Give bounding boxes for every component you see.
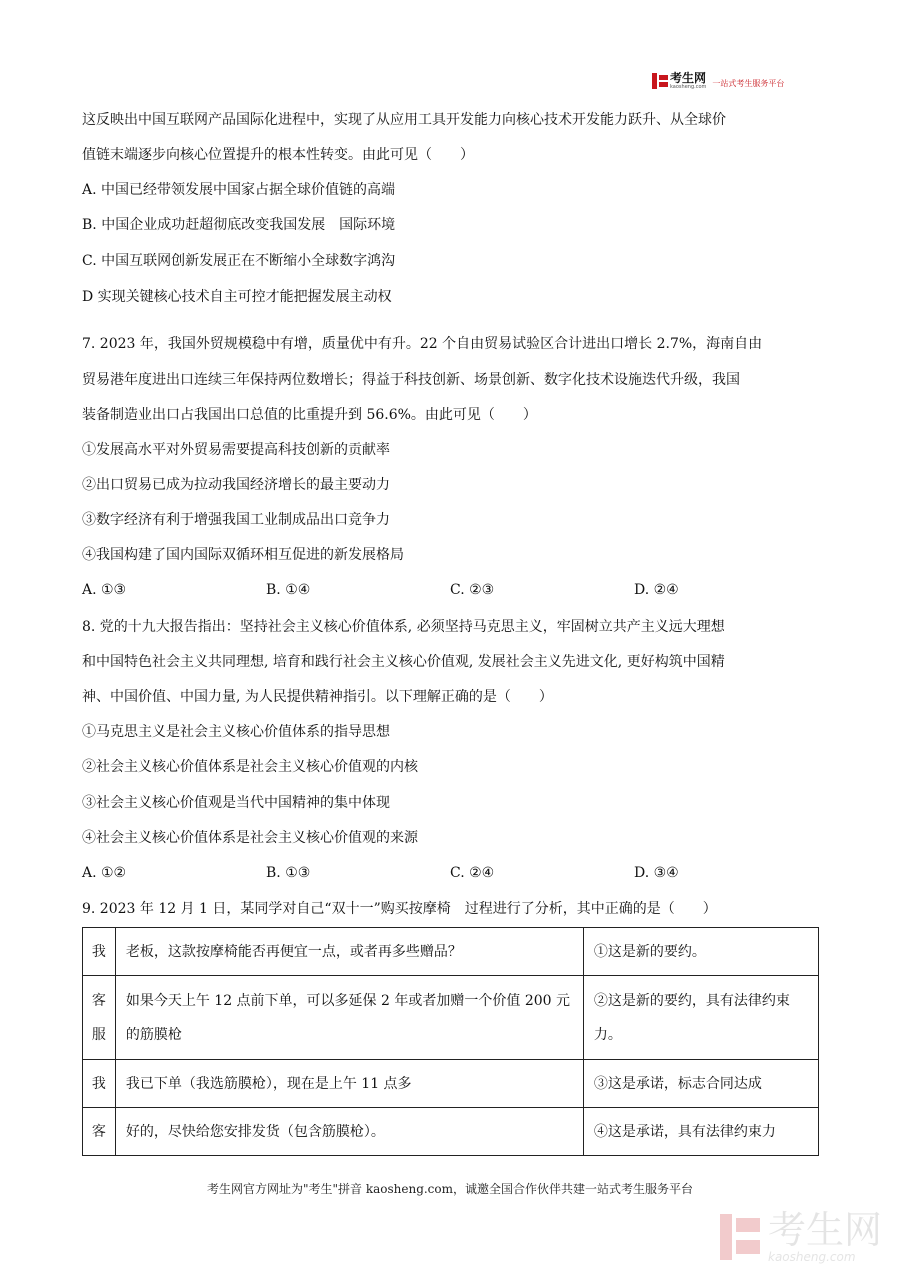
speaker-cell: 我 <box>83 1060 116 1108</box>
q7-item-2: ②出口贸易已成为拉动我国经济增长的最主要动力 <box>82 477 390 493</box>
speech-cell: 好的，尽快给您安排发货（包含筋膜枪）。 <box>115 1108 583 1156</box>
table-row <box>83 1108 819 1156</box>
watermark <box>720 1210 882 1264</box>
q7-choice-d: D. ②④ <box>634 582 679 598</box>
q6-option-a: A. 中国已经带领发展中国家占据全球价值链的高端 <box>82 182 396 198</box>
q7-choice-a: A. ①③ <box>82 582 127 598</box>
speaker-cell: 客 <box>83 1108 116 1156</box>
table-row <box>83 1060 819 1108</box>
watermark-url: kaosheng.com <box>768 1250 856 1264</box>
q8-item-3: ③社会主义核心价值观是当代中国精神的集中体现 <box>82 795 390 811</box>
logo-url: kaosheng.com <box>670 84 707 90</box>
q7-item-1: ①发展高水平对外贸易需要提高科技创新的贡献率 <box>82 442 390 458</box>
speech-cell: 我已下单（我选筋膜枪），现在是上午 11 点多 <box>115 1060 583 1108</box>
q8-choice-a: A. ①② <box>82 865 127 881</box>
q8-choice-d: D. ③④ <box>634 865 679 881</box>
q8-choice-b: B. ①③ <box>266 865 311 881</box>
analysis-cell: ①这是新的要约。 <box>583 928 818 976</box>
speaker-cell: 我 <box>83 928 116 976</box>
kaosheng-watermark-icon <box>720 1214 760 1260</box>
q8-stem-line1: 8. 党的十九大报告指出：坚持社会主义核心价值体系, 必须坚持马克思主义，牢固树立共产主义远大理想 <box>82 619 725 635</box>
analysis-cell: ③这是承诺，标志合同达成 <box>583 1060 818 1108</box>
table-row <box>83 928 819 976</box>
watermark-name: 考生网 <box>768 1208 883 1252</box>
header-slogan: 一站式考生服务平台 <box>712 78 785 88</box>
footer-text: 考生网官方网址为"考生"拼音 kaosheng.com，诚邀全国合作伙伴共建一站式考生服务平台 <box>206 1182 694 1196</box>
table-row <box>83 976 819 1060</box>
q8-item-4: ④社会主义核心价值体系是社会主义核心价值观的来源 <box>82 830 418 846</box>
q6-option-d: D 实现关键核心技术自主可控才能把握发展主动权 <box>82 289 392 305</box>
q8-item-2: ②社会主义核心价值体系是社会主义核心价值观的内核 <box>82 759 418 775</box>
q6-option-b: B. 中国企业成功赶超彻底改变我国发展 国际环境 <box>82 217 396 233</box>
q7-stem-line2: 贸易港年度进出口连续三年保持两位数增长；得益于科技创新、场景创新、数字化技术设施迭代升级，我国 <box>82 372 740 388</box>
q9-table <box>82 927 819 1156</box>
q8-item-1: ①马克思主义是社会主义核心价值体系的指导思想 <box>82 724 390 740</box>
logo-name: 考生网 <box>670 71 707 85</box>
q7-item-4: ④我国构建了国内国际双循环相互促进的新发展格局 <box>82 547 404 563</box>
q7-choice-b: B. ①④ <box>266 582 311 598</box>
q8-stem-line3: 神、中国价值、中国力量, 为人民提供精神指引。以下理解正确的是（ ） <box>82 689 553 705</box>
q7-stem-line1: 7. 2023 年，我国外贸规模稳中有增，质量优中有升。22 个自由贸易试验区合计进出口增长 2.7%，海南自由 <box>82 336 763 352</box>
q7-choice-c: C. ②③ <box>450 582 495 598</box>
q6-stem-line1: 这反映出中国互联网产品国际化进程中，实现了从应用工具开发能力向核心技术开发能力跃升、从全球价 <box>82 112 726 128</box>
speaker-cell: 客服 <box>83 976 116 1060</box>
q8-stem-line2: 和中国特色社会主义共同理想, 培育和践行社会主义核心价值观, 发展社会主义先进文化, 更好构筑中国精 <box>82 654 725 670</box>
q7-item-3: ③数字经济有利于增强我国工业制成品出口竞争力 <box>82 512 390 528</box>
q8-choice-c: C. ②④ <box>450 865 495 881</box>
header-logo <box>652 72 784 90</box>
kaosheng-logo-icon <box>652 73 668 89</box>
speech-cell: 如果今天上午 12 点前下单，可以多延保 2 年或者加赠一个价值 200 元的筋膜枪 <box>115 976 583 1060</box>
speech-cell: 老板，这款按摩椅能否再便宜一点，或者再多些赠品？ <box>115 928 583 976</box>
analysis-cell: ④这是承诺，具有法律约束力 <box>583 1108 818 1156</box>
q6-option-c: C. 中国互联网创新发展正在不断缩小全球数字鸿沟 <box>82 253 396 269</box>
analysis-cell: ②这是新的要约，具有法律约束力。 <box>583 976 818 1060</box>
q6-stem-line2: 值链末端逐步向核心位置提升的根本性转变。由此可见（ ） <box>82 147 474 163</box>
q7-stem-line3: 装备制造业出口占我国出口总值的比重提升到 56.6%。由此可见（ ） <box>82 407 537 423</box>
q9-stem: 9. 2023 年 12 月 1 日，某同学对自己“双十一”购买按摩椅 过程进行了分析，其中正确的是（ ） <box>82 901 717 917</box>
